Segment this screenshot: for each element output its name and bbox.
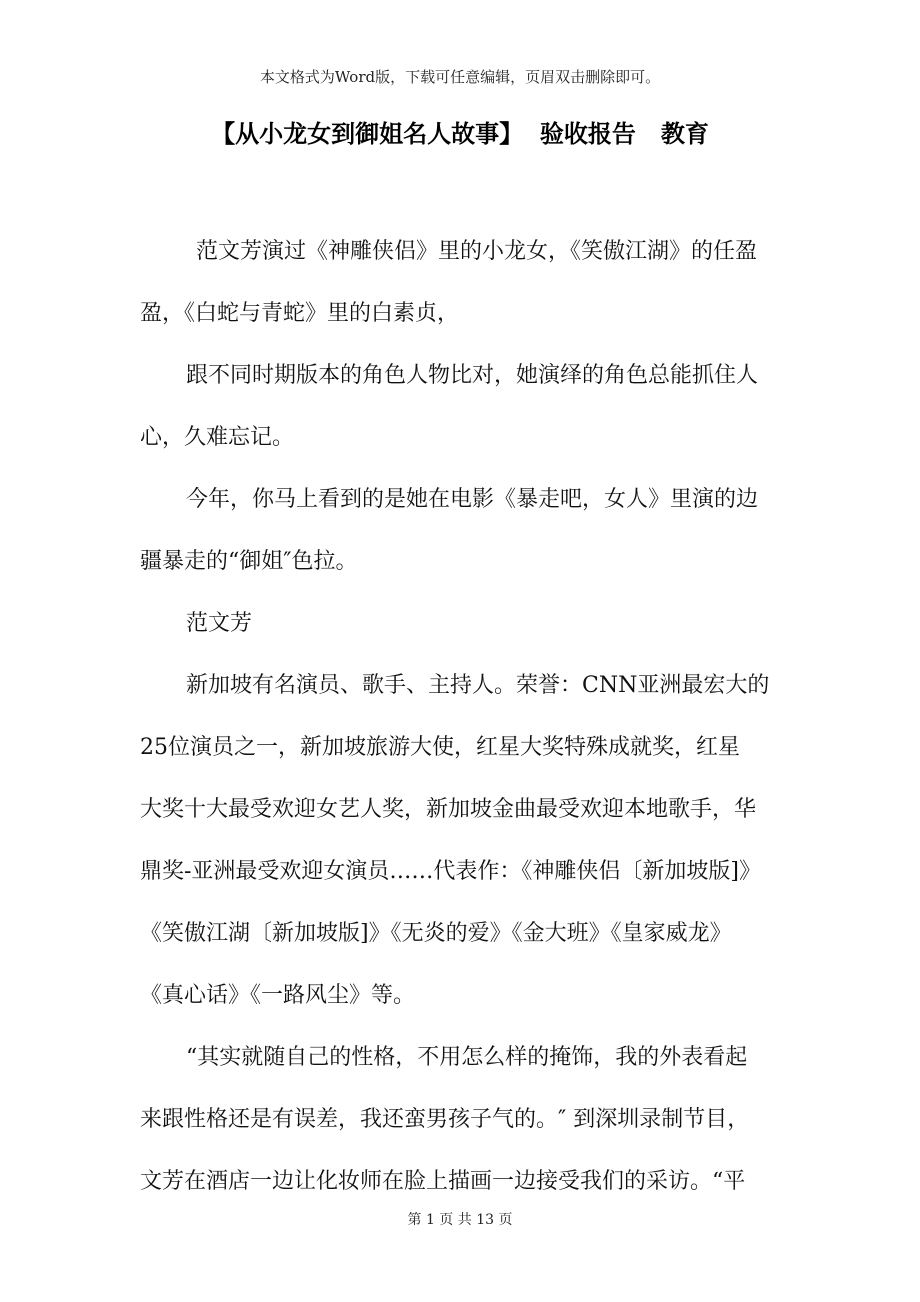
paragraph-line: 《笑傲江湖〔新加坡版]》《无炎的爱》《金大班》《皇家威龙》: [140, 921, 732, 946]
document-title: 【从小龙女到御姐名人故事】 验收报告 教育: [211, 119, 709, 148]
document-body: [140, 230, 785, 1222]
paragraph-line: 跟不同时期版本的角色人物比对，她演绎的角色总能抓住人: [186, 363, 759, 388]
paragraph-line: 疆暴走的“御姐″色拉。: [140, 549, 358, 574]
paragraph-line: “其实就随自己的性格，不用怎么样的掩饰，我的外表看起: [186, 1045, 748, 1070]
paragraph-line: 大奖十大最受欢迎女艺人奖，新加坡金曲最受欢迎本地歌手，华: [140, 797, 757, 822]
paragraph-line: 《真心话》《一路风尘》等。: [140, 983, 416, 1008]
paragraph-line: 心，久难忘记。: [140, 425, 295, 450]
paragraph-line: 今年，你马上看到的是她在电影《暴走吧，女人》里演的边: [186, 487, 759, 512]
paragraph-line: 盈，《白蛇与青蛇》里的白素贞，: [140, 301, 460, 326]
paragraph-line: 新加坡有名演员、歌手、主持人。荣誉：CNN亚洲最宏大的: [186, 673, 770, 698]
paragraph-line: 鼎奖-亚洲最受欢迎女演员……代表作：《神雕侠侣〔新加坡版]》: [140, 859, 762, 884]
paragraph-line: 范文芳: [186, 611, 253, 636]
page-footer: 第 1 页 共 13 页: [407, 1212, 513, 1228]
paragraph-line: 范文芳演过《神雕侠侣》里的小龙女，《笑傲江湖》的任盈: [196, 239, 758, 264]
paragraph-line: 来跟性格还是有误差，我还蛮男孩子气的。″ 到深圳录制节目，: [140, 1107, 750, 1132]
paragraph-line: 25位演员之一，新加坡旅游大使，红星大奖特殊成就奖，红星: [140, 735, 740, 760]
paragraph-line: 文芳在酒店一边让化妆师在脸上描画一边接受我们的采访。“平: [140, 1169, 746, 1194]
header-note: 本文格式为Word版，下载可任意编辑，页眉双击删除即可。: [259, 68, 661, 86]
